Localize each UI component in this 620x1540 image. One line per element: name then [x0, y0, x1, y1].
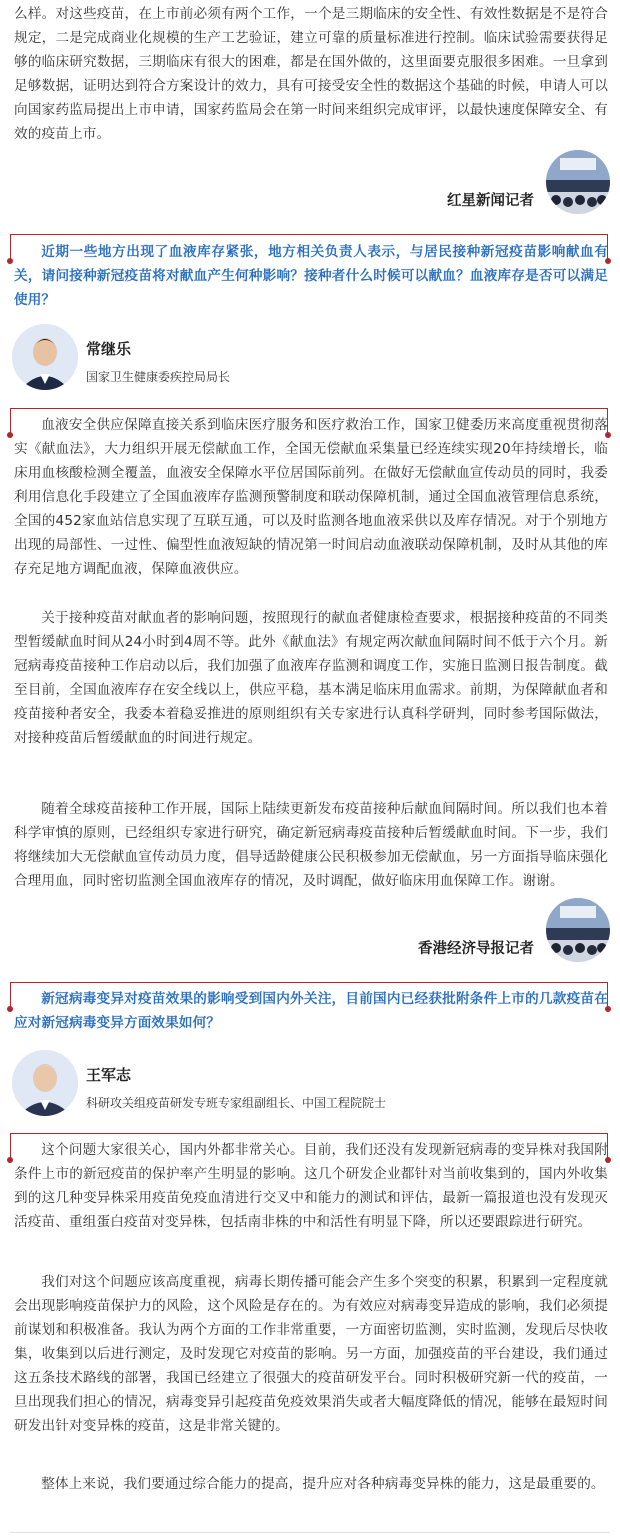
answer-paragraph: 整体上来说，我们要通过综合能力的提高，提升应对各种病毒变异株的能力，这是最重要的。: [41, 1476, 605, 1492]
press-conference-avatar: [546, 898, 610, 962]
bottom-divider: [10, 1532, 610, 1533]
speaker-title: 国家卫生健康委疾控局局长: [86, 370, 231, 384]
reporter-question: 近期一些地方出现了血液库存紧张，地方相关负责人表示，与居民接种新冠疫苗影响献血有关，请问接种新冠疫苗将对献血产生何种影响？接种者什么时候可以献血？血液库存是否可以满足使用？: [14, 244, 608, 308]
reporter-header: [0, 898, 620, 964]
speaker-avatar: [12, 324, 78, 390]
reporter-question: 新冠病毒变异对疫苗效果的影响受到国内外关注，目前国内已经获批附条件上市的几款疫苗在应对新冠病毒变异方面效果如何？: [14, 991, 608, 1031]
reporter-header: [0, 150, 620, 216]
speaker-title: 科研攻关组疫苗研发专班专家组副组长、中国工程院院士: [86, 1096, 387, 1110]
speaker-name: 常继乐: [86, 340, 132, 358]
speaker-header: [0, 1050, 620, 1120]
answer-continued-paragraph: 么样。对这些疫苗，在上市前必须有两个工作，一个是三期临床的安全性、有效性数据是不是符合规定，二是完成商业化规模的生产工艺验证，建立可靠的质量标准进行控制。临床试验需要获得足够的临床研究数据，三期临床有很大的困难，都是在国外做的，这里面要克服很多困难。一旦拿到足够数据，证明达到符合方案设计的效力，具有可接受安全性的数据这个基础的时候，申请人可以向国家药监局提出上市申请，国家药监局会在第一时间来组织完成审评，以最快速度保障安全、有效的疫苗上市。: [14, 6, 608, 142]
reporter-name: 红星新闻记者: [447, 193, 534, 209]
answer-paragraph: 我们对这个问题应该高度重视，病毒长期传播可能会产生多个突变的积累，积累到一定程度就会出现影响疫苗保护力的风险，这个风险是存在的。为有效应对病毒变异造成的影响，我们必须提前谋划和积极准备。我认为两个方面的工作非常重要，一方面密切监测，实时监测，发现后尽快收集，收集到以后进行测定，及时发现它对疫苗的影响。另一方面，加强疫苗的平台建设，我们通过这五条技术路线的部署，我国已经建立了很强大的疫苗研发平台。同时积极研究新一代的疫苗，一旦出现我们担心的情况，病毒变异引起疫苗免疫效果消失或者大幅度降低的情况，能够在最短时间研发出针对变异株的疫苗，这是非常关键的。: [14, 1274, 608, 1434]
reporter-name: 香港经济导报记者: [418, 941, 534, 957]
speaker-header: [0, 324, 620, 394]
speaker-name: 王军志: [86, 1066, 132, 1084]
answer-paragraph: 随着全球疫苗接种工作开展，国际上陆续更新发布疫苗接种后献血间隔时间。所以我们也本着科学审慎的原则，已经组织专家进行研究，确定新冠病毒疫苗接种后暂缓献血时间。下一步，我们将继续加大无偿献血宣传动员力度，倡导适龄健康公民积极参加无偿献血，另一方面指导临床强化合理用血，同时密切监测全国血液库存的情况，及时调配，做好临床用血保障工作。谢谢。: [14, 801, 608, 889]
speaker-avatar: [12, 1050, 78, 1116]
answer-paragraph: 这个问题大家很关心，国内外都非常关心。目前，我们还没有发现新冠病毒的变异株对我国附条件上市的新冠疫苗的保护率产生明显的影响。这几个研发企业都针对当前收集到的，国内外收集到的这几种变异株采用疫苗免疫血清进行交叉中和能力的测试和评估，最新一篇报道也没有发现灭活疫苗、重组蛋白疫苗对变异株，包括南非株的中和活性有明显下降，所以还要跟踪进行研究。: [14, 1142, 608, 1230]
press-conference-avatar: [546, 150, 610, 214]
answer-paragraph: 关于接种疫苗对献血者的影响问题，按照现行的献血者健康检查要求，根据接种疫苗的不同类型暂缓献血时间从24小时到4周不等。此外《献血法》有规定两次献血间隔时间不低于六个月。新冠病毒疫苗接种工作启动以后，我们加强了血液库存监测和调度工作，实施日监测日报告制度。截至目前，全国血液库存在安全线以上，供应平稳，基本满足临床用血需求。前期，为保障献血者和疫苗接种者安全，我委本着稳妥推进的原则组织有关专家进行认真科学研判，同时参考国际做法，对接种疫苗后暂缓献血的时间进行规定。: [14, 610, 608, 746]
answer-paragraph: 血液安全供应保障直接关系到临床医疗服务和医疗救治工作，国家卫健委历来高度重视贯彻落实《献血法》，大力组织开展无偿献血工作，全国无偿献血采集量已经连续实现20年持续增长，临床用血核酸检测全覆盖，血液安全保障水平位居国际前列。在做好无偿献血宣传动员的同时，我委利用信息化手段建立了全国血液库存监测预警制度和联动保障机制，通过全国血液管理信息系统，全国的452家血站信息实现了互联互通，可以及时监测各地血液采供以及库存情况。对于个别地方出现的局部性、一过性、偏型性血液短缺的情况第一时间启动血液联动保障机制，及时从其他的库存充足地方调配血液，保障血液供应。: [14, 417, 608, 577]
